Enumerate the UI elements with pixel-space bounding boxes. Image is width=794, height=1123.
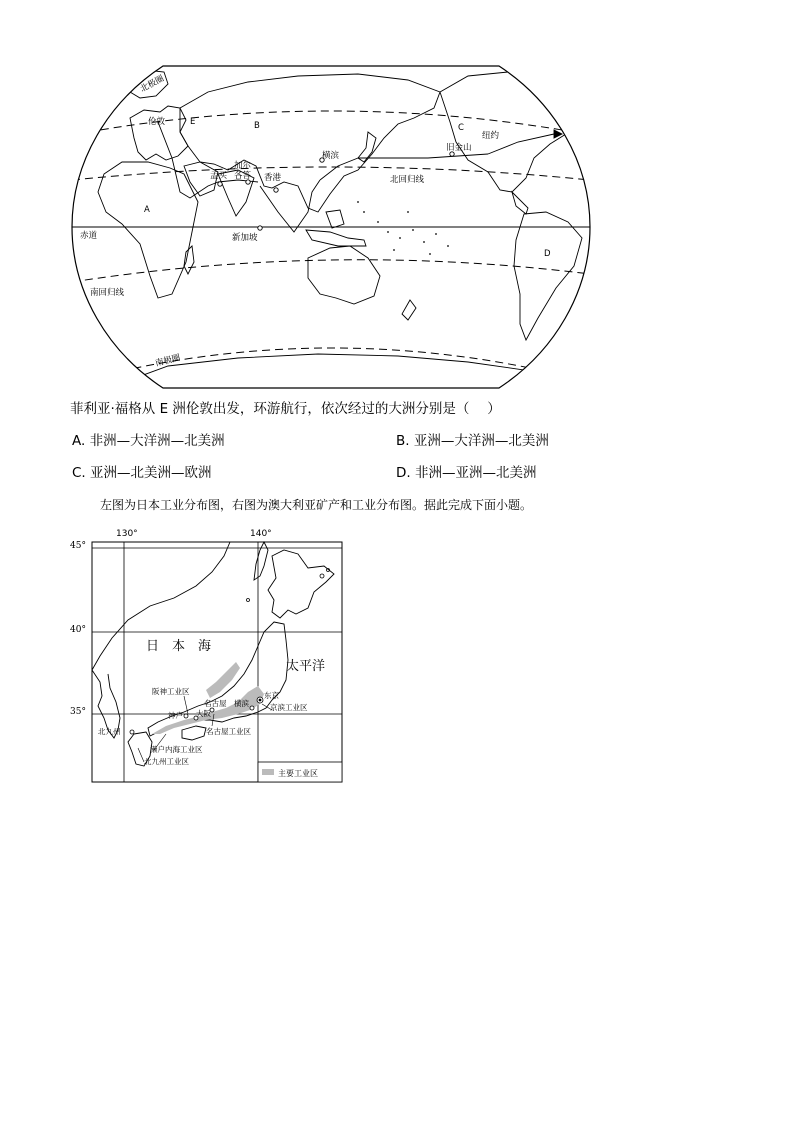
section-intro: 左图为日本工业分布图，右图为澳大利亚矿产和工业分布图。据此完成下面小题。 [100, 498, 533, 512]
indonesia-outline [306, 230, 366, 246]
label-tokyo: 东京 [264, 691, 279, 700]
yokohama-marker [250, 706, 254, 710]
route-hongkong-yokohama [320, 158, 358, 180]
legend-swatch [262, 769, 274, 775]
label-E: E [190, 117, 196, 127]
label-lat-45: 45° [70, 541, 86, 551]
africa-outline [98, 162, 198, 298]
label-pacific-ocean: 太平洋 [286, 659, 326, 674]
label-calcutta-2: 各答 [234, 171, 252, 181]
central-america-outline [512, 192, 528, 214]
route-yokohama-sanfrancisco [358, 154, 488, 158]
new-zealand-outline [402, 300, 416, 320]
mumbai-marker [218, 182, 222, 186]
label-lon-130: 130° [116, 529, 138, 539]
label-osaka: 大阪 [196, 709, 211, 718]
kobe-marker [184, 714, 188, 718]
label-lat-40: 40° [70, 625, 86, 635]
tokyo-marker-core [259, 699, 261, 701]
label-D: D [544, 249, 551, 259]
label-kitakyushu: 北九州 [98, 727, 121, 736]
label-equator: 赤道 [80, 231, 98, 241]
label-kobe: 神户 [168, 711, 183, 720]
pacific-islands [357, 201, 449, 255]
japan-industry-map [88, 520, 346, 784]
legend-label: 主要工业区 [278, 769, 318, 778]
label-sea-of-japan: 日 本 海 [146, 639, 212, 654]
australia-outline [308, 246, 380, 304]
tropic-of-capricorn-line [72, 260, 590, 282]
label-san-francisco: 旧金山 [446, 143, 472, 153]
madagascar-outline [184, 246, 194, 274]
label-singapore: 新加坡 [232, 233, 258, 243]
route-singapore-hongkong [260, 180, 320, 232]
option-a[interactable]: A. 非洲—大洋洲—北美洲 [72, 433, 225, 449]
label-arctic-circle: 北极圈 [138, 73, 166, 95]
label-lat-35: 35° [70, 707, 86, 717]
europe-outline [130, 106, 188, 160]
label-hong-kong: 香港 [264, 173, 282, 183]
label-setouchi-region: 濑户内海工业区 [150, 745, 203, 754]
label-hanshin-region: 阪神工业区 [152, 687, 190, 696]
label-yokohama: 横滨 [234, 699, 249, 708]
label-keihin-region: 京滨工业区 [270, 703, 308, 712]
option-b[interactable]: B. 亚洲—大洋洲—北美洲 [396, 433, 549, 449]
world-map [68, 62, 594, 392]
label-kitakyushu-region: 北九州工业区 [144, 757, 189, 766]
label-nagoya-region: 名古屋工业区 [206, 727, 251, 736]
label-tropic-of-capricorn: 南回归线 [90, 288, 125, 298]
singapore-marker [258, 226, 262, 230]
label-lon-140: 140° [250, 529, 272, 539]
hongkong-marker [274, 188, 278, 192]
label-london: 伦敦 [148, 117, 166, 127]
tropic-of-cancer-line [72, 167, 590, 180]
kitakyushu-marker [130, 730, 134, 734]
option-c[interactable]: C. 亚洲—北美洲—欧洲 [72, 465, 212, 481]
option-d[interactable]: D. 非洲—亚洲—北美洲 [396, 465, 537, 481]
japan-outline [358, 132, 376, 162]
label-B: B [254, 121, 260, 131]
label-mumbai: 孟买 [210, 171, 228, 181]
label-yokohama: 横滨 [322, 151, 340, 161]
label-tropic-of-cancer: 北回归线 [390, 175, 425, 185]
label-nagoya: 名古屋 [204, 699, 227, 708]
asia-outline [180, 74, 440, 212]
label-antarctic-circle: 南极圈 [154, 353, 182, 369]
question-stem: 菲利亚·福格从 E 洲伦敦出发，环游航行，依次经过的大洲分别是（ ） [70, 401, 501, 417]
label-new-york: 纽约 [482, 131, 500, 141]
label-calcutta-1: 加尔 [234, 161, 252, 171]
borneo-outline [326, 210, 344, 228]
label-C: C [458, 123, 464, 133]
label-A: A [144, 205, 150, 215]
south-america-outline [514, 212, 582, 340]
